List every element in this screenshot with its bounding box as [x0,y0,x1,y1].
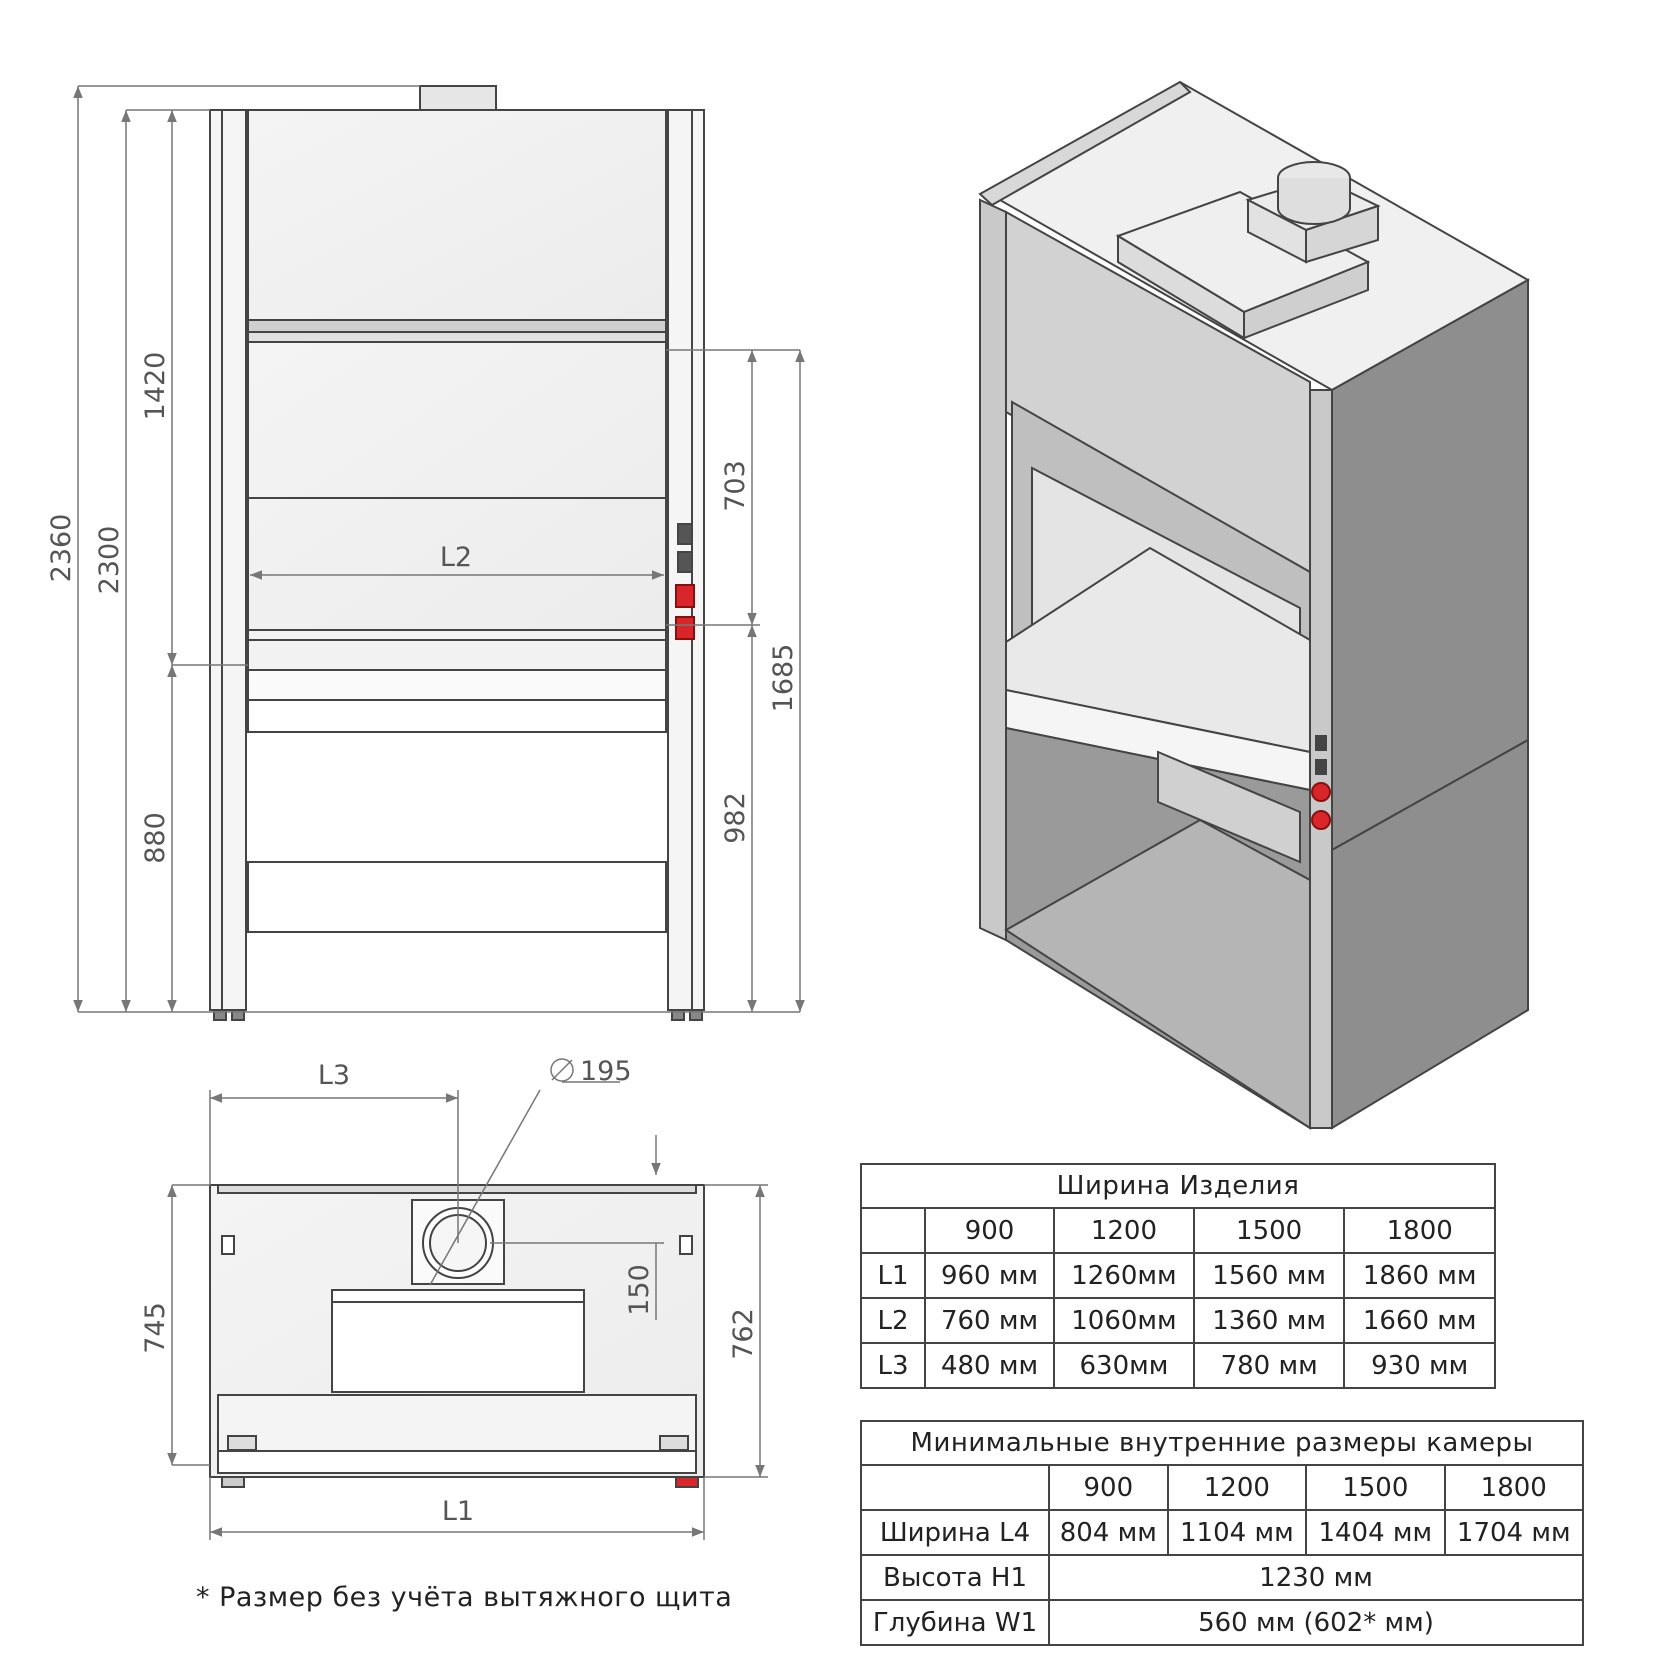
row-label: Высота H1 [861,1555,1049,1600]
width-table-row-l3 [861,1343,1495,1388]
cell: 1230 мм [1049,1555,1583,1600]
socket-1 [676,585,694,607]
dim-h-total: 2360 [46,513,77,583]
cell: 1704 мм [1445,1510,1583,1555]
row-label: Ширина L4 [861,1510,1049,1555]
cell: 630мм [1054,1343,1194,1388]
iso-switch-2 [1316,760,1326,774]
width-table-col-1800: 1800 [1344,1208,1495,1253]
row-label: Глубина W1 [861,1600,1049,1645]
width-table-title: Ширина Изделия [861,1164,1495,1208]
dim-offset: 150 [624,1264,655,1316]
cell: 780 мм [1194,1343,1345,1388]
width-table-row-l2 [861,1298,1495,1343]
inner-table-row-height [861,1555,1583,1600]
inner-table-corner [861,1465,1049,1510]
iso-socket-1 [1312,783,1330,801]
cell: 1660 мм [1344,1298,1495,1343]
inner-table-row-depth [861,1600,1583,1645]
dim-h-lower: 880 [140,812,171,864]
cell: 480 мм [925,1343,1054,1388]
lower-crossbar [248,862,666,932]
diameter-symbol [551,1059,573,1081]
iso-switch-1 [1316,736,1326,750]
sash-window [248,342,666,632]
dim-h-window: 703 [720,460,751,512]
width-table-corner [861,1208,925,1253]
width-table-row-l1 [861,1253,1495,1298]
dim-h-body: 2300 [94,525,125,595]
cell: 1060мм [1054,1298,1194,1343]
dim-l1: L1 [441,1496,475,1527]
dim-h-table: 982 [720,792,751,844]
cell: 1404 мм [1306,1510,1444,1555]
width-table [860,1163,1496,1389]
row-label: L1 [861,1253,925,1298]
top-view [210,1185,704,1487]
socket-2 [676,617,694,639]
inner-dimensions-table [860,1420,1584,1646]
inner-table-col-1500: 1500 [1306,1465,1444,1510]
cell: 1860 мм [1344,1253,1495,1298]
cell: 560 мм (602* мм) [1049,1600,1583,1645]
worktop [248,670,666,700]
cell: 930 мм [1344,1343,1495,1388]
dim-h-working: 1685 [768,643,799,713]
inner-table-col-900: 900 [1049,1465,1168,1510]
switch-1 [678,524,692,544]
dim-diameter: 195 [580,1056,632,1087]
top-fan-unit [332,1290,584,1392]
top-glass-panel [248,110,666,320]
switch-2 [678,552,692,572]
dim-depth-outer: 762 [728,1308,759,1360]
cell: 804 мм [1049,1510,1168,1555]
cell: 760 мм [925,1298,1054,1343]
row-label: L3 [861,1343,925,1388]
row-label: L2 [861,1298,925,1343]
dim-l2: L2 [439,542,473,573]
exhaust-pipe [420,86,496,110]
inner-table-col-1200: 1200 [1168,1465,1306,1510]
dim-h-upper: 1420 [140,351,171,421]
dim-l3: L3 [317,1060,351,1091]
cell: 1360 мм [1194,1298,1345,1343]
footnote: * Размер без учёта вытяжного щита [196,1582,733,1613]
inner-table-title: Минимальные внутренние размеры камеры [861,1421,1583,1465]
cell: 1560 мм [1194,1253,1345,1298]
iso-socket-2 [1312,811,1330,829]
width-table-col-1200: 1200 [1054,1208,1194,1253]
left-post [210,110,246,1010]
cell: 960 мм [925,1253,1054,1298]
dim-depth-inner: 745 [140,1302,171,1354]
isometric-view [980,82,1528,1128]
width-table-col-900: 900 [925,1208,1054,1253]
inner-table-row-width [861,1510,1583,1555]
width-table-col-1500: 1500 [1194,1208,1345,1253]
iso-left-post [980,200,1006,940]
cell: 1104 мм [1168,1510,1306,1555]
inner-table-col-1800: 1800 [1445,1465,1583,1510]
cell: 1260мм [1054,1253,1194,1298]
